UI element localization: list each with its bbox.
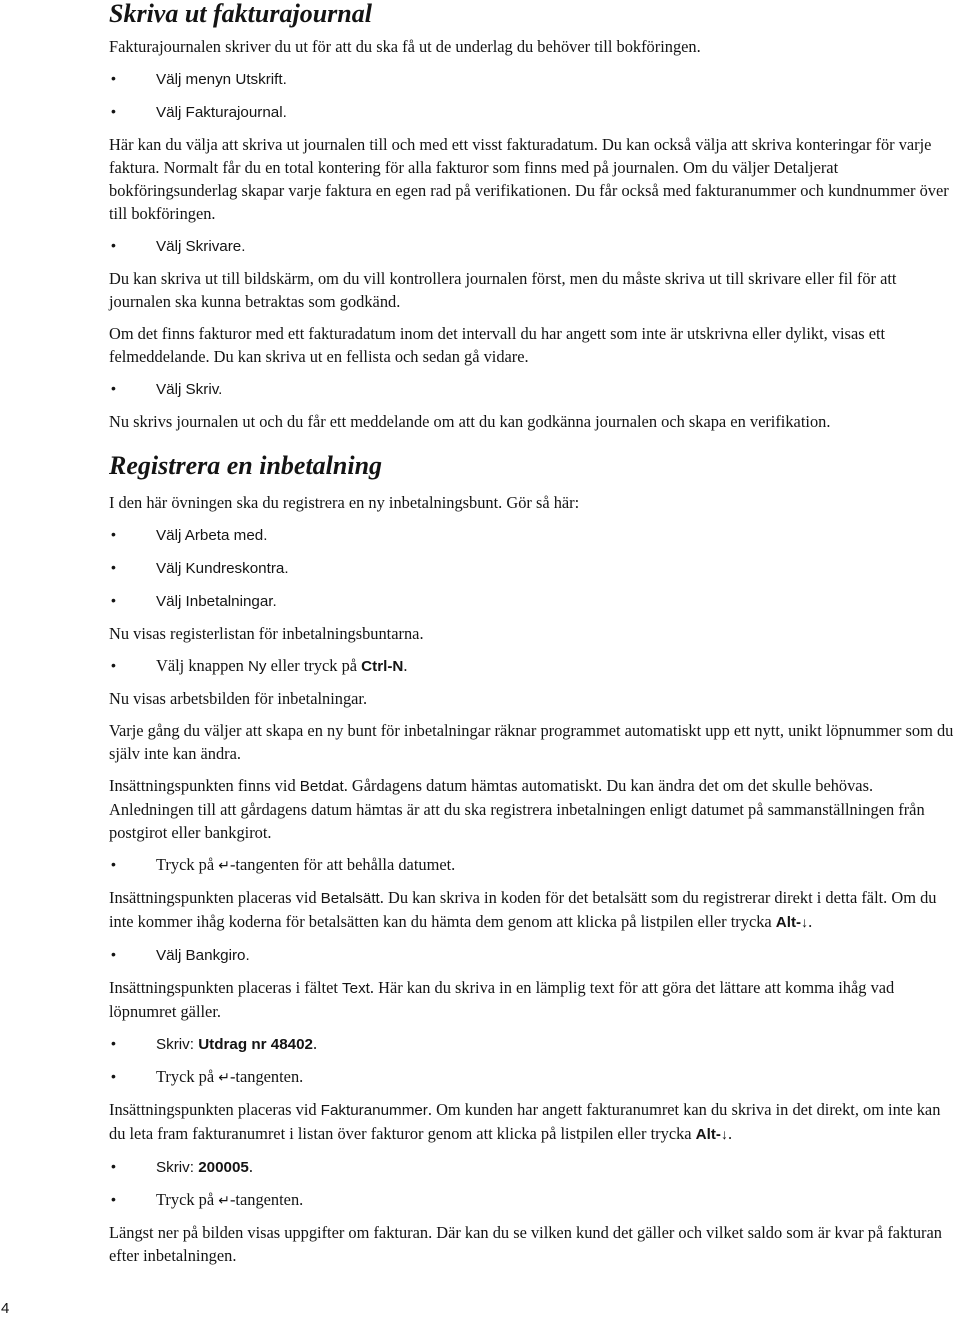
menu-term: Inbetalningar. (185, 593, 277, 610)
key-combo: Alt- (695, 1126, 721, 1143)
step-item: • Tryck på ↵-tangenten. (111, 1190, 304, 1209)
paragraph: Om det finns fakturor med ett fakturadatum inom det intervall du har angett som inte är utskrivna eller dylikt, visas ett felmeddelande. Du kan skriva ut en fellista och sedan gå vidare. (109, 324, 886, 366)
paragraph: Nu skrivs journalen ut och du får ett meddelande om att du kan godkänna journalen och skapa en verifikation. (109, 412, 831, 431)
step-item: • Skriv: Utdrag nr 48402. (111, 1034, 318, 1053)
input-value: Utdrag nr 48402 (198, 1036, 313, 1053)
menu-term: Kundreskontra. (185, 560, 289, 577)
menu-term: Arbeta med. (184, 527, 268, 544)
field-term: Betdat (299, 778, 344, 795)
input-value: 200005 (198, 1159, 249, 1176)
step-item: • Tryck på ↵-tangenten. (111, 1067, 304, 1086)
down-arrow-icon: ↓ (801, 914, 809, 930)
paragraph: Insättningspunkten placeras vid Fakturanummer. Om kunden har angett fakturanumret kan du skriva in det direkt, om inte kan du leta fram fakturanumret i listan över fakturor genom att klicka på listpilen eller trycka Alt-↓. (109, 1100, 941, 1143)
step-item: • Välj Kundreskontra. (109, 556, 957, 580)
enter-key-icon: ↵ (218, 1192, 230, 1208)
menu-term: Fakturajournal. (185, 104, 287, 121)
paragraph: Fakturajournalen skriver du ut för att du ska få ut de underlag du behöver till bokföringen. (109, 37, 701, 56)
bullet: • (111, 103, 116, 119)
bullet: • (111, 592, 116, 608)
step-item: • Välj Inbetalningar. (109, 589, 957, 613)
field-term: Text (342, 980, 370, 997)
bullet: • (111, 1158, 116, 1174)
step-item: • Välj Fakturajournal. (109, 100, 957, 124)
bullet: • (111, 856, 116, 872)
menu-term: Utskrift. (235, 71, 287, 88)
paragraph: Här kan du välja att skriva ut journalen till och med ett visst fakturadatum. Du kan också välja att skriva konteringar för varje faktura. Normalt får du en total kontering för alla fakturor som finns med på journalen. Om du väljer Detaljerat bokföringsunderlag skapar varje faktura en egen rad på verifikationen. Du får också med fakturanummer och kundnummer över till bokföringen. (109, 135, 949, 223)
bullet: • (111, 1035, 116, 1051)
bullet: • (111, 237, 116, 253)
bullet: • (111, 380, 116, 396)
document-page (109, 0, 957, 1276)
step-item: • Tryck på ↵-tangenten för att behålla datumet. (111, 855, 456, 874)
enter-key-icon: ↵ (218, 857, 230, 873)
key-combo: Alt- (775, 914, 802, 931)
step-item: • Välj Skriv. (109, 377, 957, 401)
menu-term: Skrivare. (185, 238, 246, 255)
bullet: • (111, 526, 116, 542)
step-item: • Välj Skrivare. (109, 234, 957, 258)
enter-key-icon: ↵ (218, 1069, 230, 1085)
bullet: • (111, 70, 116, 86)
bullet: • (111, 559, 116, 575)
paragraph: Insättningspunkten finns vid Betdat. Gårdagens datum hämtas automatiskt. Du kan ändra det om det skulle behövas. Anledningen till att gårdagens datum hämtas är att du ska registrera inbetalningen enligt datumet på sammanställningen från postgirot eller bankgirot. (109, 776, 925, 842)
step-item: • Välj knappen Ny eller tryck på Ctrl-N. (111, 656, 408, 675)
page-number: 4 (1, 1300, 10, 1317)
key-combo: Ctrl-N (361, 658, 404, 675)
paragraph: Varje gång du väljer att skapa en ny bunt för inbetalningar räknar programmet automatiskt upp ett nytt, unikt löpnummer som du själv inte kan ändra. (109, 721, 954, 763)
bullet: • (111, 657, 116, 673)
paragraph: Insättningspunkten placeras i fältet Text. Här kan du skriva in en lämplig text för att göra det lättare att komma ihåg vad löpnumret gäller. (109, 978, 895, 1021)
section-title-print-journal: Skriva ut fakturajournal (109, 0, 372, 28)
down-arrow-icon: ↓ (720, 1126, 728, 1142)
paragraph: I den här övningen ska du registrera en ny inbetalningsbunt. Gör så här: (109, 493, 580, 512)
step-item: • Välj menyn Utskrift. (109, 67, 957, 91)
paragraph: Nu visas arbetsbilden för inbetalningar. (109, 689, 368, 708)
field-term: Betalsätt (320, 890, 380, 907)
paragraph: Du kan skriva ut till bildskärm, om du vill kontrollera journalen först, men du måste skriva ut till skrivare eller fil för att journalen ska kunna betraktas som godkänd. (109, 269, 897, 311)
menu-term: Skriv. (185, 381, 223, 398)
paragraph: Insättningspunkten placeras vid Betalsätt. Du kan skriva in koden för det betalsätt som du registrerar direkt i detta fält. Om du inte kommer ihåg koderna för betalsätten kan du hämta dem genom att klicka på listpilen eller trycka Alt-↓. (109, 888, 937, 931)
section-title-register-payment: Registrera en inbetalning (109, 451, 383, 480)
bullet: • (111, 1068, 116, 1084)
bullet: • (111, 946, 116, 962)
step-item: • Välj Arbeta med. (109, 523, 957, 547)
step-item: • Välj Bankgiro. (109, 943, 957, 967)
paragraph: Nu visas registerlistan för inbetalningsbuntarna. (109, 624, 424, 643)
button-term: Ny (247, 658, 267, 675)
menu-term: Bankgiro. (185, 947, 250, 964)
field-term: Fakturanummer (320, 1102, 428, 1119)
step-item: • Skriv: 200005. (111, 1157, 253, 1176)
paragraph: Längst ner på bilden visas uppgifter om fakturan. Där kan du se vilken kund det gäller och vilket saldo som är kvar på fakturan efter inbetalningen. (109, 1223, 942, 1265)
bullet: • (111, 1191, 116, 1207)
